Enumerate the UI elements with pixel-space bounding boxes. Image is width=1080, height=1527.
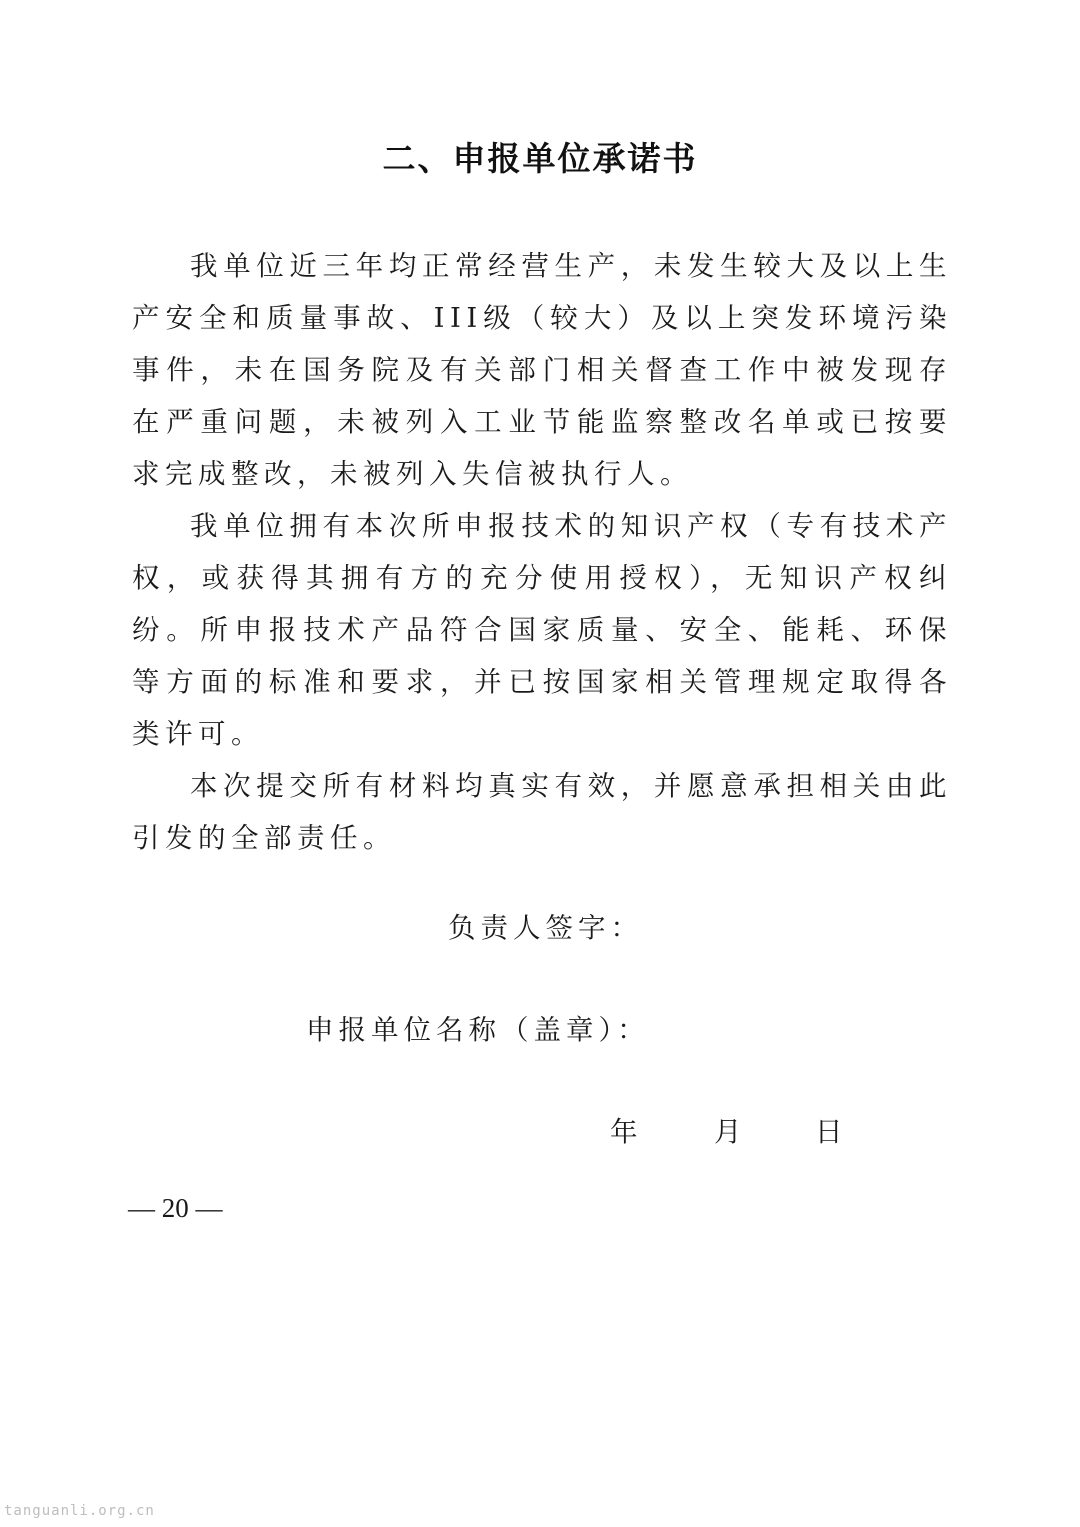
watermark: tanguanli.org.cn <box>4 1503 155 1519</box>
paragraph-ip-rights: 我单位拥有本次所申报技术的知识产权（专有技术产权，或获得其拥有方的充分使用授权），无知识产权纠纷。所申报技术产品符合国家质量、安全、能耗、环保等方面的标准和要求，并已按国家相关管理规定取得各类许可。 <box>132 510 952 750</box>
date-day-label: 日 <box>815 1116 848 1148</box>
page-number: — 20 — <box>128 1193 223 1223</box>
commitment-body <box>132 240 952 864</box>
signature-person-label: 负责人签字： <box>448 912 643 944</box>
paragraph-compliance: 我单位近三年均正常经营生产，未发生较大及以上生产安全和质量事故、III级（较大）及以上突发环境污染事件，未在国务院及有关部门相关督查工作中被发现存在严重问题，未被列入工业节能监察整改名单或已按要求完成整改，未被列入失信被执行人。 <box>132 250 952 490</box>
date-month-label: 月 <box>714 1116 747 1148</box>
signature-unit-label: 申报单位名称（盖章）： <box>306 1014 650 1046</box>
page-title: 二、申报单位承诺书 <box>382 139 698 178</box>
date-year-label: 年 <box>610 1116 643 1148</box>
paragraph-responsibility: 本次提交所有材料均真实有效，并愿意承担相关由此引发的全部责任。 <box>132 770 952 854</box>
